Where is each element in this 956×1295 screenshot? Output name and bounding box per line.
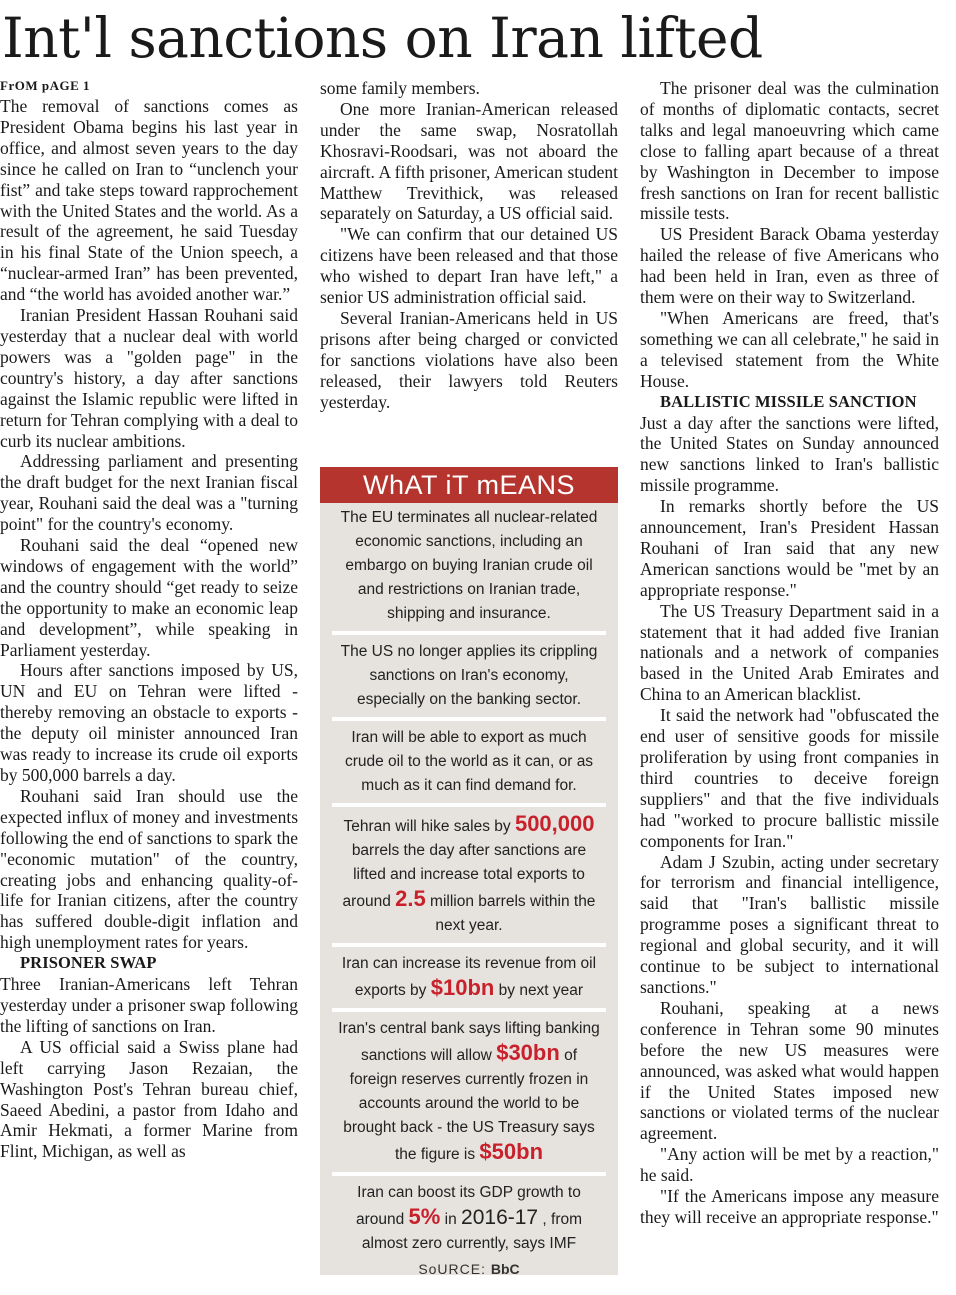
highlight-figure: $50bn: [479, 1139, 544, 1164]
divider: [332, 717, 606, 721]
box-item-eu: The EU terminates all nuclear-related economic sanctions, including an embargo on buying Iranian crude oil and restrictions on Iranian trade, shipping and insurance.: [340, 509, 598, 622]
paragraph: Iranian President Hassan Rouhani said yesterday that a nuclear deal with world powers was a "golden page" in the country's history, a day after sanctions against the Islamic republic were lifted in return for Tehran complying with a deal to curb its nuclear ambitions.: [0, 305, 298, 451]
paragraph: The removal of sanctions comes as President Obama begins his last year in office, and almost seven years to the day since he called on Iran to “unclench your fist” and take steps toward rapprochement with the United States and the world. As a result of the agreement, he said Tuesday in his final State of the Union speech, a “nuclear-armed Iran” has been prevented, and “the world has avoided another war.”: [0, 96, 298, 305]
paragraph: "We can confirm that our detained US citizens have been released and that those who wished to depart Iran have left," a senior US administration official said.: [320, 224, 618, 308]
highlight-figure: $30bn: [496, 1040, 560, 1065]
paragraph: It said the network had "obfuscated the end user of sensitive goods for missile proliferation by using front companies in third countries to deceive foreign suppliers" and that the five individuals had "worked to procure ballistic missile components for Iran.": [640, 705, 939, 851]
text: by next year: [498, 982, 584, 999]
text: in: [444, 1211, 457, 1228]
paragraph: Rouhani said Iran should use the expected influx of money and investments following the end of sanctions to spark the "economic mutation" of the country, creating jobs and enhancing quality-of-life for Iranian citizens, after the country has suffered double-digit inflation and high unemployment rates for years.: [0, 785, 298, 953]
divider: [332, 803, 606, 807]
text: million barrels within the next year.: [430, 893, 596, 934]
from-page-label: FrOM pAGE 1: [0, 78, 90, 93]
headline: Int'l sanctions on Iran lifted: [2, 6, 763, 70]
box-item-us: The US no longer applies its crippling sanctions on Iran's economy, especially on the banking sector.: [340, 643, 598, 708]
article-column-3: [640, 78, 939, 1228]
divider: [332, 1172, 606, 1176]
paragraph: Several Iranian-Americans held in US prisons after being charged or convicted for sanctions violations have also been released, their lawyers told Reuters yesterday.: [320, 307, 618, 412]
paragraph: some family members.: [320, 78, 480, 98]
paragraph: In remarks shortly before the US announcement, Iran's President Hassan Rouhani of Iran said that any new American sanctions would be "met by an appropriate response.": [640, 496, 939, 600]
paragraph: "If the Americans impose any measure they will receive an appropriate response.": [640, 1186, 939, 1227]
paragraph: "Any action will be met by a reaction," he said.: [640, 1144, 939, 1186]
subhead-ballistic-missile: BALLISTIC MISSILE SANCTION: [660, 391, 917, 411]
highlight-figure: 5%: [408, 1204, 441, 1229]
source-label: SoURCE:: [418, 1261, 486, 1277]
paragraph: Three Iranian-Americans left Tehran yesterday under a prisoner swap following the lifting of sanctions on Iran.: [0, 974, 298, 1036]
subhead-prisoner-swap: PRISONER SWAP: [20, 953, 157, 973]
paragraph: A US official said a Swiss plane had left carrying Jason Rezaian, the Washington Post's Tehran bureau chief, Saeed Abedini, a pastor from Idaho and Amir Hekmati, a former Marine from Flint, Michigan, as well as: [0, 1036, 298, 1162]
text: Iran can increase its revenue from oil exports by: [341, 955, 597, 999]
paragraph: US President Barack Obama yesterday hailed the release of five Americans who had been held in Iran, even as three of them were on their way to Switzerland.: [640, 224, 939, 308]
paragraph: Just a day after the sanctions were lifted, the United States on Sunday announced new sanctions linked to Iran's ballistic missile programme.: [640, 412, 939, 496]
divider: [332, 1008, 606, 1012]
text: barrels the day after sanctions are lifted and increase total exports to around: [342, 842, 587, 910]
text: , from almost zero currently, says IMF: [361, 1211, 583, 1252]
divider: [332, 943, 606, 947]
highlight-figure: 500,000: [514, 811, 595, 836]
paragraph: The US Treasury Department said in a statement that it had added five Iranian nationals and a network of companies based in the United Arab Emirates and China to an American blacklist.: [640, 600, 939, 705]
text: Tehran will hike sales by: [343, 818, 511, 835]
box-title: WhAT iT mEANS: [320, 467, 618, 503]
box-item-gdp: [320, 1178, 618, 1259]
source-credit: [320, 1261, 618, 1277]
text: Iran can boost its GDP growth to around: [355, 1184, 581, 1228]
paragraph: Adam J Szubin, acting under secretary for terrorism and financial intelligence, said that "Iran's ballistic missile programme poses a significant threat to regional and global security, and it will continue to be subject to international sanctions.": [640, 851, 939, 997]
text: of foreign reserves currently frozen in accounts around the world to be brought back - the US Treasury says the figure is: [343, 1047, 595, 1163]
paragraph: The prisoner deal was the culmination of months of diplomatic contacts, secret talks and legal manoeuvring which came close to falling apart because of a threat by Washington in December to impose fresh sanctions on Iran for recent ballistic missile tests.: [640, 78, 939, 224]
paragraph: One more Iranian-American released under the same swap, Nosratollah Khosravi-Roodsari, was not aboard the aircraft. A fifth prisoner, American student Matthew Trevithick, was released separately on Saturday, a US official said.: [320, 98, 618, 224]
paragraph: Hours after sanctions imposed by US, UN and EU on Tehran were lifted - thereby removing an obstacle to exports - the deputy oil minister announced Iran was ready to increase its crude oil exports by 500,000 barrels a day.: [0, 660, 298, 785]
what-it-means-box: [320, 467, 618, 1275]
divider: [332, 631, 606, 635]
box-item-export: Iran will be able to export as much crude oil to the world as it can, or as much as it can find demand for.: [344, 729, 594, 794]
paragraph: Rouhani said the deal “opened new windows of engagement with the world” and the country should “get ready to seize the opportunity to make an economic leap and development”, while speaking in Parliament yesterday.: [0, 535, 298, 660]
highlight-year: 2016-17: [461, 1206, 539, 1229]
box-item-revenue: [320, 949, 618, 1006]
source-name: BbC: [490, 1261, 520, 1277]
box-item-sales: [320, 809, 618, 941]
article-column-2: [320, 78, 618, 413]
paragraph: Rouhani, speaking at a news conference in Tehran some 90 minutes before the new US measures were announced, was asked what would happen if the United States imposed new sanctions or violated terms of the nuclear agreement.: [640, 997, 939, 1144]
box-item-central-bank: [320, 1014, 618, 1170]
paragraph: "When Americans are freed, that's something we can all celebrate," he said in a televised statement from the White House.: [640, 307, 939, 391]
highlight-figure: 2.5: [395, 886, 426, 911]
article-column-1: [0, 96, 298, 1162]
highlight-figure: $10bn: [430, 975, 495, 1000]
text: Iran's central bank says lifting banking sanctions will allow: [338, 1020, 600, 1064]
paragraph: Addressing parliament and presenting the draft budget for the next Iranian fiscal year, Rouhani said the deal was a "turning point" for the country's economy.: [0, 451, 298, 535]
